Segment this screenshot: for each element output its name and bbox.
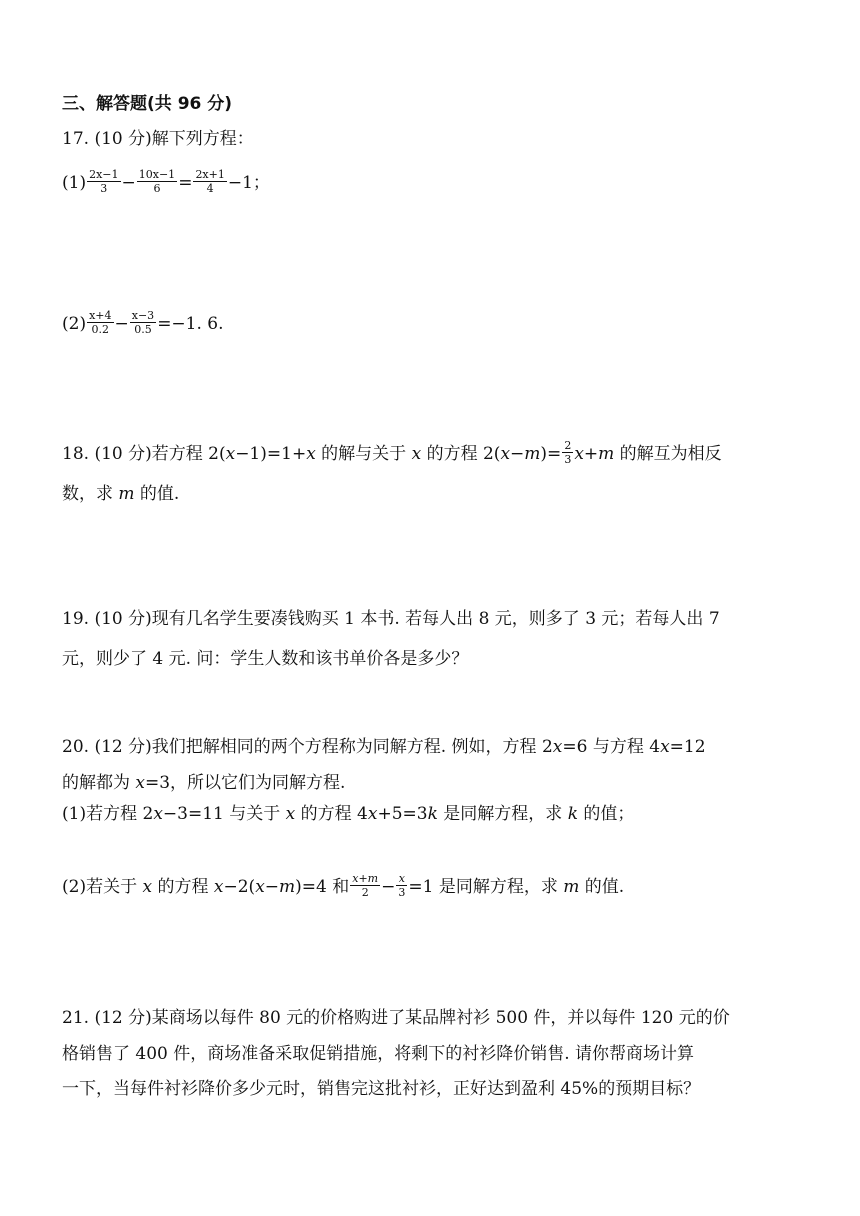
- fraction: [193, 168, 226, 195]
- operator: =: [178, 173, 193, 193]
- denominator: 4: [206, 182, 214, 195]
- text: 的解与关于: [315, 444, 412, 464]
- var-x: x: [660, 737, 670, 757]
- text: 的方程: [152, 877, 214, 897]
- numerator: 10x−1: [138, 168, 176, 181]
- denominator: 3: [564, 453, 572, 466]
- q18-line2: [62, 482, 179, 506]
- var-k: k: [427, 804, 438, 824]
- var-m: m: [279, 877, 296, 897]
- var-m: m: [118, 484, 135, 504]
- var-x: x: [306, 444, 316, 464]
- numerator: 2: [564, 439, 572, 452]
- numerator: 2x+1: [195, 168, 225, 181]
- var-x: x: [367, 804, 378, 824]
- denominator: 2: [361, 886, 369, 899]
- text: 的解都为: [62, 773, 136, 793]
- operator: −: [114, 314, 129, 334]
- var-m: m: [563, 877, 580, 897]
- text: (1)若方程 2: [62, 804, 154, 824]
- var-x: x: [574, 444, 584, 464]
- text: =6 与方程 4: [562, 737, 661, 757]
- text: 的方程 2(: [421, 444, 501, 464]
- equation-tail: −1；: [227, 173, 270, 193]
- var-x: x: [153, 804, 163, 824]
- fraction: [562, 439, 573, 466]
- q20-part1: [62, 802, 634, 826]
- var-k: k: [567, 804, 579, 824]
- q21-line3: 一下，当每件衬衫降价多少元时，销售完这批衬衫，正好达到盈利 45%的预期目标？: [62, 1079, 701, 1099]
- numerator: 2x−1: [89, 168, 119, 181]
- q17-part2: [62, 311, 224, 338]
- numerator: x−3: [131, 309, 155, 322]
- fraction: [396, 872, 407, 899]
- text: −: [264, 877, 280, 897]
- q18-line1: [62, 441, 722, 468]
- q19-line2: 元，则少了 4 元. 问：学生人数和该书单价各是多少？: [62, 649, 469, 669]
- numerator: x: [396, 872, 407, 886]
- operator: −: [381, 877, 396, 897]
- text: +: [583, 444, 599, 464]
- text: −3=11 与关于: [162, 804, 286, 824]
- var-x: x: [213, 877, 224, 897]
- text: −2(: [223, 877, 256, 897]
- var-x: x: [225, 444, 236, 464]
- var-x: x: [135, 773, 145, 793]
- q21-line1: 21. (12 分)某商场以每件 80 元的价格购进了某品牌衬衫 500 件，并以每件 120 元的价: [62, 1008, 730, 1028]
- operator: −: [121, 173, 136, 193]
- fraction: [137, 168, 177, 195]
- text: 的方程 4: [295, 804, 368, 824]
- q17-part2-label: (2): [62, 314, 87, 334]
- text: −: [510, 444, 525, 464]
- q17-header: 17. (10 分)解下列方程：: [62, 129, 254, 149]
- q17-part1: [62, 170, 270, 197]
- q19-line1: 19. (10 分)现有几名学生要凑钱购买 1 本书. 若每人出 8 元，则多了 3 元；若每人出 7: [62, 609, 720, 629]
- q21-line2: 格销售了 400 件，商场准备采取促销措施，将剩下的衬衫降价销售. 请你帮商场计算: [62, 1044, 695, 1064]
- fraction: [130, 309, 156, 336]
- q20-part2: [62, 874, 624, 901]
- text: 20. (12 分)我们把解相同的两个方程称为同解方程. 例如，方程 2: [62, 737, 553, 757]
- denominator: 3: [398, 886, 406, 899]
- var-x: x: [411, 444, 422, 464]
- text: 数，求: [62, 484, 119, 504]
- text: +5=3: [377, 804, 428, 824]
- text: 是同解方程，求: [437, 804, 568, 824]
- fraction: [87, 168, 120, 195]
- fraction: [87, 309, 113, 336]
- text: )=: [540, 444, 562, 464]
- denominator: 0.2: [91, 323, 110, 336]
- fraction: [350, 872, 380, 899]
- text: 18. (10 分)若方程 2(: [62, 444, 226, 464]
- q20-line2: [62, 771, 345, 795]
- text: 的值.: [579, 877, 625, 897]
- equation-tail: =−1. 6.: [157, 314, 224, 334]
- text: −1)=1+: [235, 444, 307, 464]
- var-x: x: [142, 877, 153, 897]
- text: 的值；: [578, 804, 635, 824]
- var-m: m: [598, 444, 615, 464]
- text: =1 是同解方程，求: [408, 877, 564, 897]
- var-x: x: [500, 444, 511, 464]
- denominator: 0.5: [134, 323, 152, 336]
- denominator: 6: [153, 182, 161, 195]
- numerator: x+m: [352, 872, 379, 885]
- denominator: 3: [100, 182, 108, 195]
- text: 的值.: [134, 484, 180, 504]
- text: (2)若关于: [62, 877, 143, 897]
- q17-part1-label: (1): [62, 173, 87, 193]
- section-title: 三、解答题(共 96 分): [62, 94, 233, 114]
- text: 的解互为相反: [614, 444, 722, 464]
- var-x: x: [552, 737, 563, 757]
- var-m: m: [524, 444, 541, 464]
- text: =3，所以它们为同解方程.: [145, 773, 346, 793]
- var-x: x: [255, 877, 265, 897]
- text: )=4 和: [295, 877, 350, 897]
- var-x: x: [285, 804, 296, 824]
- text: =12: [669, 737, 706, 757]
- q20-line1: [62, 735, 706, 759]
- numerator: x+4: [89, 309, 112, 322]
